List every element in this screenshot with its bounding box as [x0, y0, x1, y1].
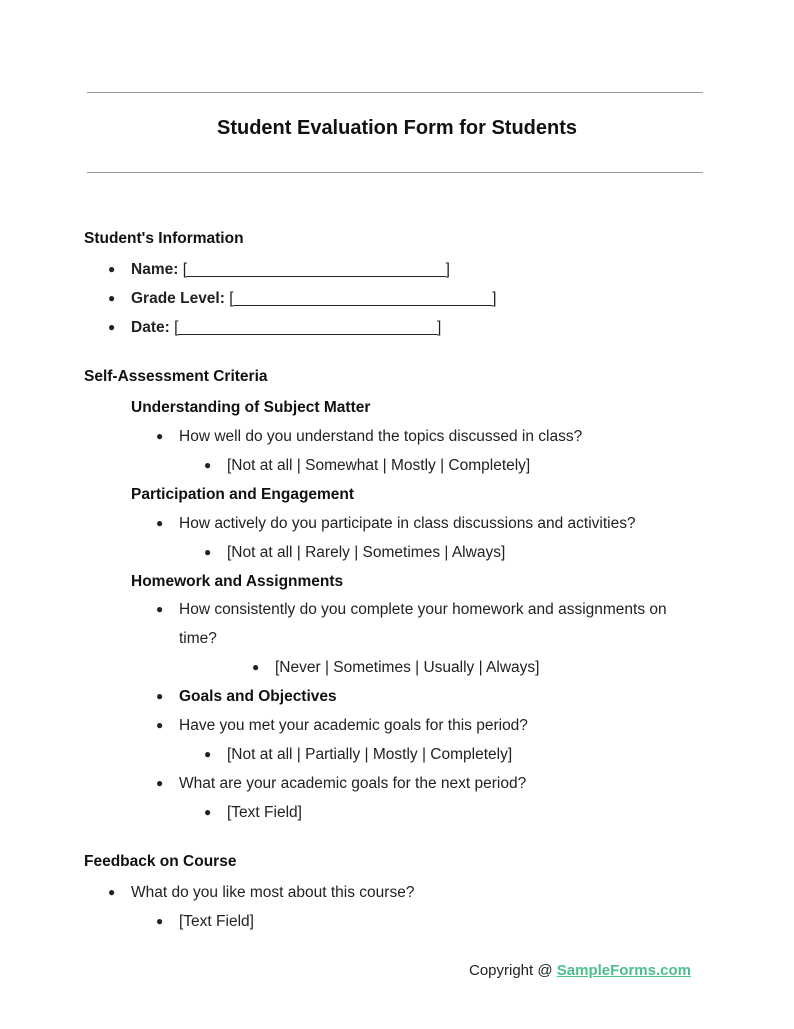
- answer-options[interactable]: [Not at all | Partially | Mostly | Completely]: [227, 746, 513, 763]
- copyright-footer: [469, 962, 691, 979]
- question: How consistently do you complete your homework and assignments on: [179, 601, 667, 618]
- copyright-text: Copyright @: [469, 962, 557, 979]
- divider: [87, 92, 703, 93]
- bullet-icon: ●: [156, 689, 164, 703]
- bullet-icon: ●: [156, 776, 164, 790]
- bullet-icon: ●: [204, 747, 212, 761]
- subheading: Homework and Assignments: [131, 573, 344, 590]
- bullet-icon: ●: [156, 516, 164, 530]
- answer-options[interactable]: [Never | Sometimes | Usually | Always]: [275, 659, 540, 676]
- bullet-icon: ●: [108, 291, 116, 305]
- answer-options[interactable]: [Not at all | Rarely | Sometimes | Always]: [227, 544, 506, 561]
- page-title: Student Evaluation Form for Students: [216, 117, 577, 139]
- field-value[interactable]: [______________________________]: [178, 261, 450, 278]
- field-value[interactable]: [______________________________]: [224, 290, 497, 307]
- question: How well do you understand the topics discussed in class?: [179, 428, 583, 445]
- divider: [87, 172, 703, 173]
- subheading: Participation and Engagement: [131, 486, 355, 503]
- field-label: Name:: [131, 261, 179, 278]
- bullet-icon: ●: [108, 262, 116, 276]
- bullet-icon: ●: [204, 805, 212, 819]
- brand-link[interactable]: SampleForms.com: [556, 962, 691, 979]
- bullet-icon: ●: [108, 885, 116, 899]
- question-continued: time?: [179, 630, 217, 647]
- text-field[interactable]: [Text Field]: [179, 913, 254, 930]
- name-field[interactable]: [131, 260, 450, 280]
- section-heading: Feedback on Course: [84, 853, 237, 870]
- field-label: Date:: [131, 319, 170, 336]
- answer-options[interactable]: [Not at all | Somewhat | Mostly | Completely]: [227, 457, 531, 474]
- section-heading: Student's Information: [84, 230, 244, 247]
- bullet-icon: ●: [156, 914, 164, 928]
- bullet-icon: ●: [204, 458, 212, 472]
- question: Have you met your academic goals for this period?: [179, 717, 528, 734]
- bullet-icon: ●: [204, 545, 212, 559]
- section-heading: Self-Assessment Criteria: [84, 368, 268, 385]
- bullet-icon: ●: [156, 718, 164, 732]
- bullet-icon: ●: [156, 429, 164, 443]
- grade-field[interactable]: [131, 289, 496, 309]
- question: What are your academic goals for the next period?: [179, 775, 527, 792]
- question: What do you like most about this course?: [131, 884, 415, 901]
- bullet-icon: ●: [108, 320, 116, 334]
- date-field[interactable]: [131, 318, 441, 338]
- subheading: Goals and Objectives: [179, 688, 337, 705]
- field-label: Grade Level:: [131, 290, 225, 307]
- field-value[interactable]: [______________________________]: [169, 319, 442, 336]
- text-field[interactable]: [Text Field]: [227, 804, 302, 821]
- question: How actively do you participate in class discussions and activities?: [179, 515, 636, 532]
- bullet-icon: ●: [252, 660, 260, 674]
- subheading: Understanding of Subject Matter: [131, 399, 371, 416]
- bullet-icon: ●: [156, 602, 164, 616]
